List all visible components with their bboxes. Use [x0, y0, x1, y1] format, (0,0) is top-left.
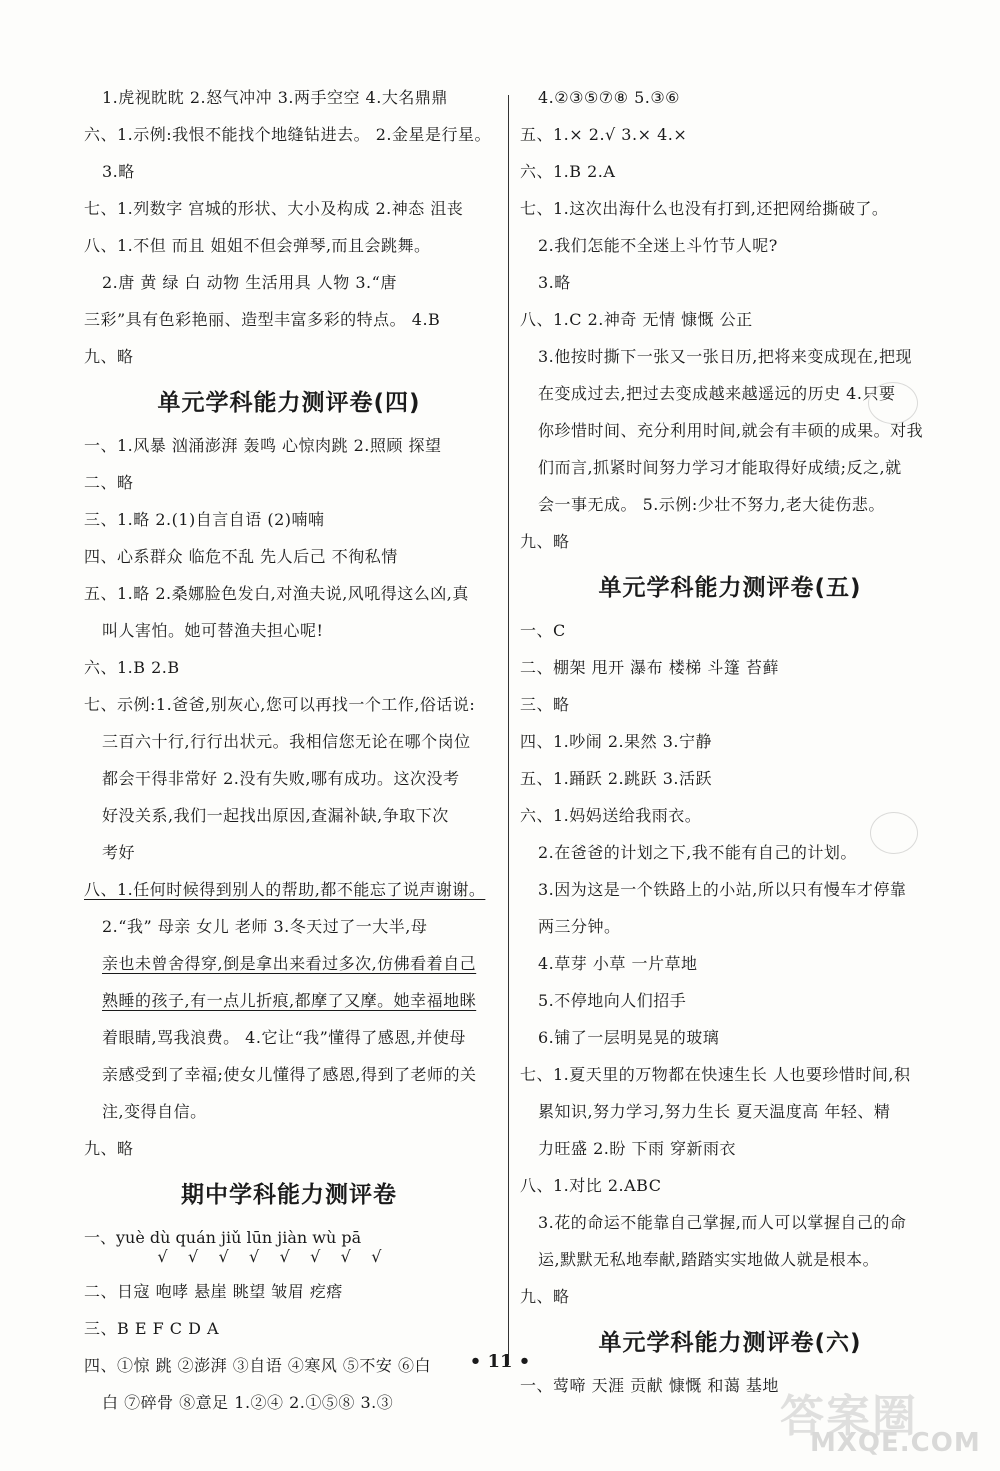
answer-line: 三、略	[520, 695, 570, 714]
answer-line: 3.略	[102, 162, 135, 181]
answer-line: 都会干得非常好 2.没有失败,哪有成功。这次没考	[102, 769, 460, 788]
answer-line: 八、1.对比 2.ABC	[520, 1176, 662, 1195]
answer-line: 你珍惜时间、充分利用时间,就会有丰硕的成果。对我	[538, 421, 924, 440]
answer-line: 亲感受到了幸福;使女儿懂得了感恩,得到了老师的关	[102, 1065, 477, 1084]
answer-line: 3.他按时撕下一张又一张日历,把将来变成现在,把现	[538, 347, 912, 366]
answer-line: 2.唐 黄 绿 白 动物 生活用具 人物 3.“唐	[102, 273, 397, 292]
answer-line: 六、1.B 2.B	[84, 658, 180, 677]
answer-line: 5.不停地向人们招手	[538, 991, 687, 1010]
watermark-logo	[770, 1380, 980, 1460]
answer-line: 一、莺啼 天涯 贡献 慷慨 和蔼 基地	[520, 1376, 779, 1395]
answer-line: 力旺盛 2.盼 下雨 穿新雨衣	[538, 1139, 737, 1158]
answer-line: 们而言,抓紧时间努力学习才能取得好成绩;反之,就	[538, 458, 902, 477]
answer-line: 二、棚架 甩开 瀑布 楼梯 斗篷 苔藓	[520, 658, 779, 677]
answer-line: 亲也未曾舍得穿,倒是拿出来看过多次,仿佛看着自己	[102, 954, 477, 973]
answer-line: 七、1.列数字 宫城的形状、大小及构成 2.神态 沮丧	[84, 199, 464, 218]
answer-line: 会一事无成。 5.示例:少壮不努力,老大徒伤悲。	[538, 495, 885, 514]
answer-line: 三、B E F C D A	[84, 1319, 220, 1338]
answer-line: 3.略	[538, 273, 571, 292]
answer-line: 注,变得自信。	[102, 1102, 207, 1121]
answer-line: 九、略	[84, 1139, 134, 1158]
answer-line: 一、C	[520, 621, 566, 640]
answer-line: 八、1.不但 而且 姐姐不但会弹琴,而且会跳舞。	[84, 236, 431, 255]
answer-line: 九、略	[520, 1287, 570, 1306]
answer-line: 两三分钟。	[538, 917, 621, 936]
answer-line: 二、日寇 咆哮 悬崖 眺望 皱眉 疙瘩	[84, 1282, 343, 1301]
answer-line: 三、1.略 2.(1)自言自语 (2)喃喃	[84, 510, 325, 529]
check-marks: √ √ √ √ √ √ √ √	[132, 1247, 382, 1266]
answer-line: 3.因为这是一个铁路上的小站,所以只有慢车才停靠	[538, 880, 907, 899]
section-title: 单元学科能力测评卷(六)	[598, 1330, 862, 1356]
answer-line: 八、1.任何时候得到别人的帮助,都不能忘了说声谢谢。	[84, 880, 486, 899]
answer-line: 一、1.风暴 汹涌澎湃 轰鸣 心惊肉跳 2.照顾 探望	[84, 436, 442, 455]
right-column	[520, 88, 940, 1413]
answer-line: 七、1.夏天里的万物都在快速生长 人也要珍惜时间,积	[520, 1065, 911, 1084]
answer-line: 着眼睛,骂我浪费。 4.它让“我”懂得了感恩,并使母	[102, 1028, 466, 1047]
answer-line: 四、心系群众 临危不乱 先人后己 不徇私情	[84, 547, 398, 566]
answer-line: 2.“我” 母亲 女儿 老师 3.冬天过了一大半,母	[102, 917, 428, 936]
answer-line: 四、1.吵闹 2.果然 3.宁静	[520, 732, 712, 751]
answer-line: 白 ⑦碎骨 ⑧意足 1.②④ 2.①⑤⑧ 3.③	[102, 1393, 394, 1412]
column-divider	[508, 95, 509, 1365]
faint-stamp	[870, 812, 918, 854]
answer-line: 八、1.C 2.神奇 无情 慷慨 公正	[520, 310, 753, 329]
answer-line: 七、示例:1.爸爸,别灰心,您可以再找一个工作,俗话说:	[84, 695, 476, 714]
answer-line: 1.虎视眈眈 2.怒气冲冲 3.两手空空 4.大名鼎鼎	[102, 88, 448, 107]
answer-line: 4.草芽 小草 一片草地	[538, 954, 698, 973]
answer-line: 三百六十行,行行出状元。我相信您无论在哪个岗位	[102, 732, 471, 751]
answer-line: 好没关系,我们一起找出原因,查漏补缺,争取下次	[102, 806, 449, 825]
section-title: 期中学科能力测评卷	[181, 1182, 397, 1208]
answer-line: 九、略	[84, 347, 134, 366]
answer-line: 四、①惊 跳 ②澎湃 ③自语 ④寒风 ⑤不安 ⑥白	[84, 1356, 432, 1375]
left-column	[84, 88, 494, 1430]
answer-line: 九、略	[520, 532, 570, 551]
answer-line: 熟睡的孩子,有一点儿折痕,都摩了又摩。她幸福地眯	[102, 991, 477, 1010]
page-number: • 11 •	[469, 1351, 531, 1372]
answer-line: 2.在爸爸的计划之下,我不能有自己的计划。	[538, 843, 857, 862]
answer-line: 六、1.妈妈送给我雨衣。	[520, 806, 702, 825]
answer-line: 2.我们怎能不全迷上斗竹节人呢?	[538, 236, 778, 255]
answer-line: 五、1.× 2.√ 3.× 4.×	[520, 125, 688, 144]
answer-line: 三彩”具有色彩艳丽、造型丰富多彩的特点。 4.B	[84, 310, 441, 329]
pinyin-answers: 一、yuè dù quán jiǔ lūn jiàn wù pā	[84, 1228, 362, 1247]
answer-line: 六、1.B 2.A	[520, 162, 616, 181]
answer-line: 6.铺了一层明晃晃的玻璃	[538, 1028, 720, 1047]
answer-line: 五、1.略 2.桑娜脸色发白,对渔夫说,风吼得这么凶,真	[84, 584, 469, 603]
answer-line: 在变成过去,把过去变成越来越遥远的历史 4.只要	[538, 384, 896, 403]
answer-line: 叫人害怕。她可替渔夫担心呢!	[102, 621, 324, 640]
answer-line: 考好	[102, 843, 136, 862]
answer-line: 七、1.这次出海什么也没有打到,还把网给撕破了。	[520, 199, 889, 218]
faint-stamp	[868, 382, 918, 424]
answer-line: 累知识,努力学习,努力生长 夏天温度高 年轻、精	[538, 1102, 891, 1121]
answer-line: 3.花的命运不能靠自己掌握,而人可以掌握自己的命	[538, 1213, 907, 1232]
answer-line: 二、略	[84, 473, 134, 492]
watermark-site-text: MXQE.COM	[810, 1428, 981, 1458]
watermark-logo-text: 答案圈	[780, 1391, 918, 1442]
section-title: 单元学科能力测评卷(四)	[157, 390, 421, 416]
section-title: 单元学科能力测评卷(五)	[598, 575, 862, 601]
answer-line: 4.②③⑤⑦⑧ 5.③⑥	[538, 88, 681, 107]
answer-line: 五、1.踊跃 2.跳跃 3.活跃	[520, 769, 712, 788]
answer-line: 六、1.示例:我恨不能找个地缝钻进去。 2.金星是行星。	[84, 125, 492, 144]
answer-line: 运,默默无私地奉献,踏踏实实地做人就是根本。	[538, 1250, 880, 1269]
